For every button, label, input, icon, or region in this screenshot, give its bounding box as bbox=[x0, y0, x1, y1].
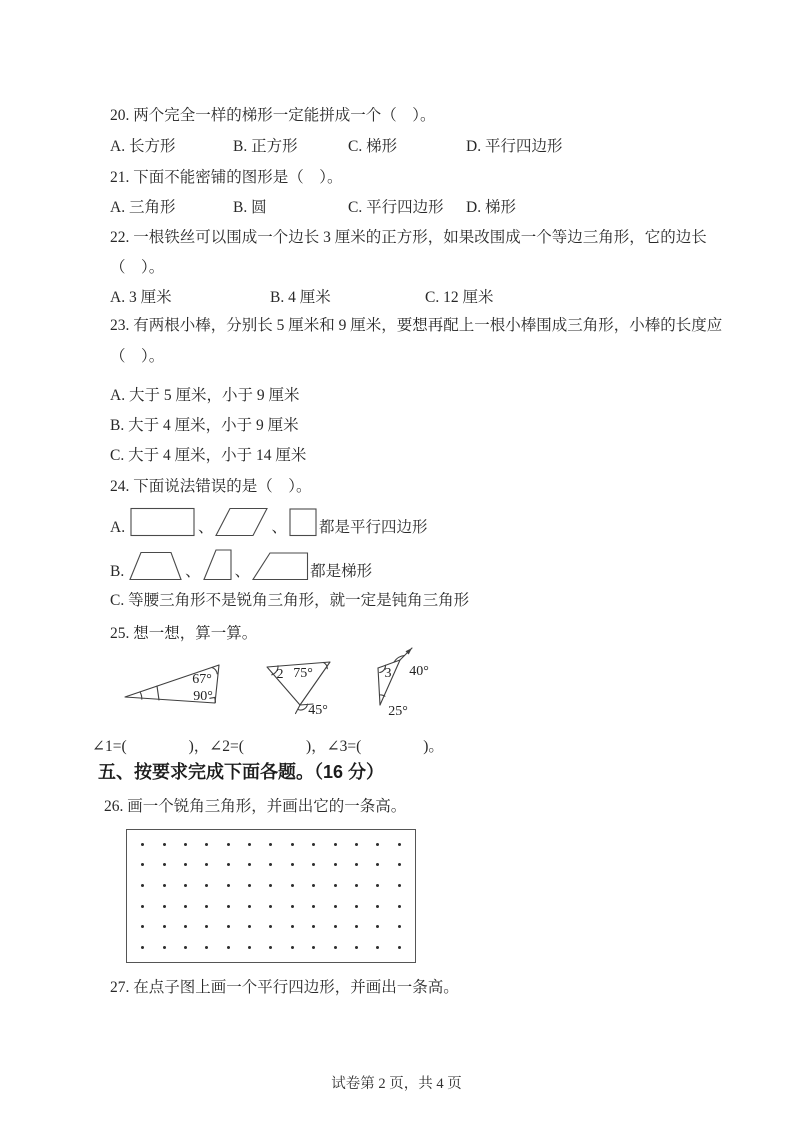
grid-dot bbox=[291, 925, 294, 928]
angle-label: 3 bbox=[384, 666, 392, 681]
option-a: A. 长方形 bbox=[110, 138, 176, 155]
question-22-text-line2: （ ）。 bbox=[110, 259, 165, 276]
question-20-text: 20. 两个完全一样的梯形一定能拼成一个（ ）。 bbox=[110, 107, 436, 124]
grid-dot bbox=[398, 905, 401, 908]
option-a: A. 三角形 bbox=[110, 199, 176, 216]
grid-dot bbox=[291, 843, 294, 846]
grid-dot bbox=[355, 843, 358, 846]
grid-dot bbox=[291, 863, 294, 866]
question-25-text: 25. 想一想，算一算。 bbox=[110, 625, 258, 642]
option-a-suffix: 都是平行四边形 bbox=[318, 519, 428, 536]
option-b: B. 圆 bbox=[233, 199, 267, 216]
grid-dot bbox=[163, 946, 166, 949]
grid-dot bbox=[312, 863, 315, 866]
grid-dot bbox=[184, 905, 187, 908]
separator: 、 bbox=[271, 519, 287, 536]
option-c: C. 梯形 bbox=[348, 138, 398, 155]
grid-dot bbox=[205, 884, 208, 887]
grid-dot bbox=[355, 863, 358, 866]
grid-dot bbox=[184, 925, 187, 928]
grid-dot bbox=[269, 843, 272, 846]
question-23-text-line2: （ ）。 bbox=[110, 348, 165, 365]
grid-dot bbox=[269, 946, 272, 949]
separator: 、 bbox=[185, 563, 201, 580]
grid-dot bbox=[334, 925, 337, 928]
grid-dot bbox=[334, 863, 337, 866]
grid-dot bbox=[248, 884, 251, 887]
grid-dot bbox=[334, 843, 337, 846]
right-trapezoid-small-shape bbox=[203, 549, 233, 581]
grid-dot bbox=[205, 843, 208, 846]
grid-dot bbox=[376, 884, 379, 887]
grid-dot bbox=[269, 884, 272, 887]
isosceles-trapezoid-shape bbox=[129, 551, 183, 581]
question-26-text: 26. 画一个锐角三角形，并画出它的一条高。 bbox=[104, 798, 407, 815]
question-21-text: 21. 下面不能密铺的图形是（ ）。 bbox=[110, 169, 343, 186]
option-a: A. 3 厘米 bbox=[110, 289, 172, 306]
option-b-label: B. bbox=[110, 563, 129, 580]
question-24-option-c: C. 等腰三角形不是锐角三角形，就一定是钝角三角形 bbox=[110, 592, 470, 609]
grid-dot bbox=[141, 843, 144, 846]
grid-dot bbox=[163, 843, 166, 846]
question-23-text-line1: 23. 有两根小棒，分别长 5 厘米和 9 厘米，要想再配上一根小棒围成三角形，小棒的长度应 bbox=[110, 317, 723, 334]
grid-dot bbox=[269, 905, 272, 908]
grid-dot bbox=[269, 925, 272, 928]
angle-label: 2 bbox=[276, 667, 284, 682]
option-b-suffix: 都是梯形 bbox=[310, 563, 373, 580]
grid-dot bbox=[184, 946, 187, 949]
grid-dot bbox=[163, 925, 166, 928]
grid-dot bbox=[227, 946, 230, 949]
grid-dot bbox=[205, 863, 208, 866]
grid-dot bbox=[141, 905, 144, 908]
grid-dot bbox=[291, 905, 294, 908]
grid-dot bbox=[205, 905, 208, 908]
grid-dot bbox=[376, 925, 379, 928]
grid-dot bbox=[184, 863, 187, 866]
angle-figure-1 bbox=[116, 656, 230, 708]
grid-dot bbox=[334, 946, 337, 949]
grid-dot bbox=[141, 884, 144, 887]
grid-dot bbox=[227, 925, 230, 928]
rectangle-shape bbox=[130, 507, 196, 537]
grid-dot bbox=[398, 863, 401, 866]
angle-label: 90° bbox=[193, 689, 213, 704]
grid-dot bbox=[334, 905, 337, 908]
grid-dot bbox=[141, 925, 144, 928]
grid-dot bbox=[398, 925, 401, 928]
question-27-text: 27. 在点子图上画一个平行四边形，并画出一条高。 bbox=[110, 979, 459, 996]
grid-dot bbox=[312, 925, 315, 928]
page-footer: 试卷第 2 页，共 4 页 bbox=[331, 1076, 462, 1092]
question-24-option-a bbox=[110, 507, 428, 537]
grid-dot bbox=[312, 905, 315, 908]
grid-dot bbox=[376, 946, 379, 949]
angle-label: 40° bbox=[409, 664, 429, 679]
question-21-options bbox=[110, 198, 516, 218]
question-25-answer-blanks: ∠1=( )，∠2=( )，∠3=( )。 bbox=[92, 738, 444, 755]
grid-dot bbox=[248, 863, 251, 866]
grid-dot bbox=[376, 863, 379, 866]
grid-dot bbox=[227, 884, 230, 887]
option-c: C. 平行四边形 bbox=[348, 199, 444, 216]
option-d: D. 梯形 bbox=[466, 199, 516, 216]
question-20-options bbox=[110, 137, 562, 157]
angle-label: 75° bbox=[293, 666, 313, 681]
grid-dot bbox=[376, 905, 379, 908]
square-shape bbox=[289, 507, 318, 537]
grid-dot bbox=[355, 884, 358, 887]
grid-dot bbox=[205, 946, 208, 949]
question-23-option-b: B. 大于 4 厘米，小于 9 厘米 bbox=[110, 417, 299, 434]
angle-figure-2 bbox=[254, 648, 346, 726]
option-d: D. 平行四边形 bbox=[466, 138, 563, 155]
grid-dot bbox=[334, 884, 337, 887]
angle-label: 67° bbox=[192, 672, 212, 687]
question-24-text: 24. 下面说法错误的是（ ）。 bbox=[110, 478, 312, 495]
section-5-heading: 五、按要求完成下面各题。（16 分） bbox=[98, 762, 385, 782]
option-a-label: A. bbox=[110, 519, 129, 536]
grid-dot bbox=[376, 843, 379, 846]
angle-label: 45° bbox=[308, 703, 328, 718]
grid-dot bbox=[248, 843, 251, 846]
grid-dot bbox=[312, 843, 315, 846]
question-23-option-a: A. 大于 5 厘米，小于 9 厘米 bbox=[110, 387, 300, 404]
grid-dot bbox=[141, 863, 144, 866]
separator: 、 bbox=[197, 519, 214, 536]
grid-dot bbox=[227, 905, 230, 908]
separator: 、 bbox=[234, 563, 251, 580]
option-b: B. 正方形 bbox=[233, 138, 298, 155]
grid-dot bbox=[227, 863, 230, 866]
grid-dot bbox=[312, 884, 315, 887]
question-24-option-b bbox=[110, 549, 372, 581]
grid-dot bbox=[398, 843, 401, 846]
grid-dot bbox=[163, 884, 166, 887]
grid-dot bbox=[163, 863, 166, 866]
grid-dot bbox=[355, 946, 358, 949]
right-trapezoid-shape bbox=[252, 552, 309, 581]
option-b: B. 4 厘米 bbox=[270, 289, 331, 306]
grid-dot bbox=[355, 905, 358, 908]
dot-grid bbox=[126, 829, 416, 963]
grid-dot bbox=[269, 863, 272, 866]
grid-dot bbox=[248, 925, 251, 928]
grid-dot bbox=[141, 946, 144, 949]
parallelogram-shape bbox=[215, 507, 269, 537]
grid-dot bbox=[248, 905, 251, 908]
grid-dot bbox=[184, 843, 187, 846]
question-22-text-line1: 22. 一根铁丝可以围成一个边长 3 厘米的正方形，如果改围成一个等边三角形，它的边长 bbox=[110, 229, 707, 246]
grid-dot bbox=[248, 946, 251, 949]
grid-dot bbox=[184, 884, 187, 887]
grid-dot bbox=[163, 905, 166, 908]
grid-dot bbox=[291, 946, 294, 949]
grid-dot bbox=[398, 946, 401, 949]
question-22-options bbox=[110, 288, 493, 308]
question-23-option-c: C. 大于 4 厘米，小于 14 厘米 bbox=[110, 447, 307, 464]
grid-dot bbox=[291, 884, 294, 887]
grid-dot bbox=[398, 884, 401, 887]
angle-figure-3 bbox=[368, 642, 446, 724]
grid-dot bbox=[312, 946, 315, 949]
grid-dot bbox=[355, 925, 358, 928]
grid-dot bbox=[227, 843, 230, 846]
option-c: C. 12 厘米 bbox=[425, 289, 494, 306]
angle-label: 25° bbox=[388, 704, 408, 719]
grid-dot bbox=[205, 925, 208, 928]
